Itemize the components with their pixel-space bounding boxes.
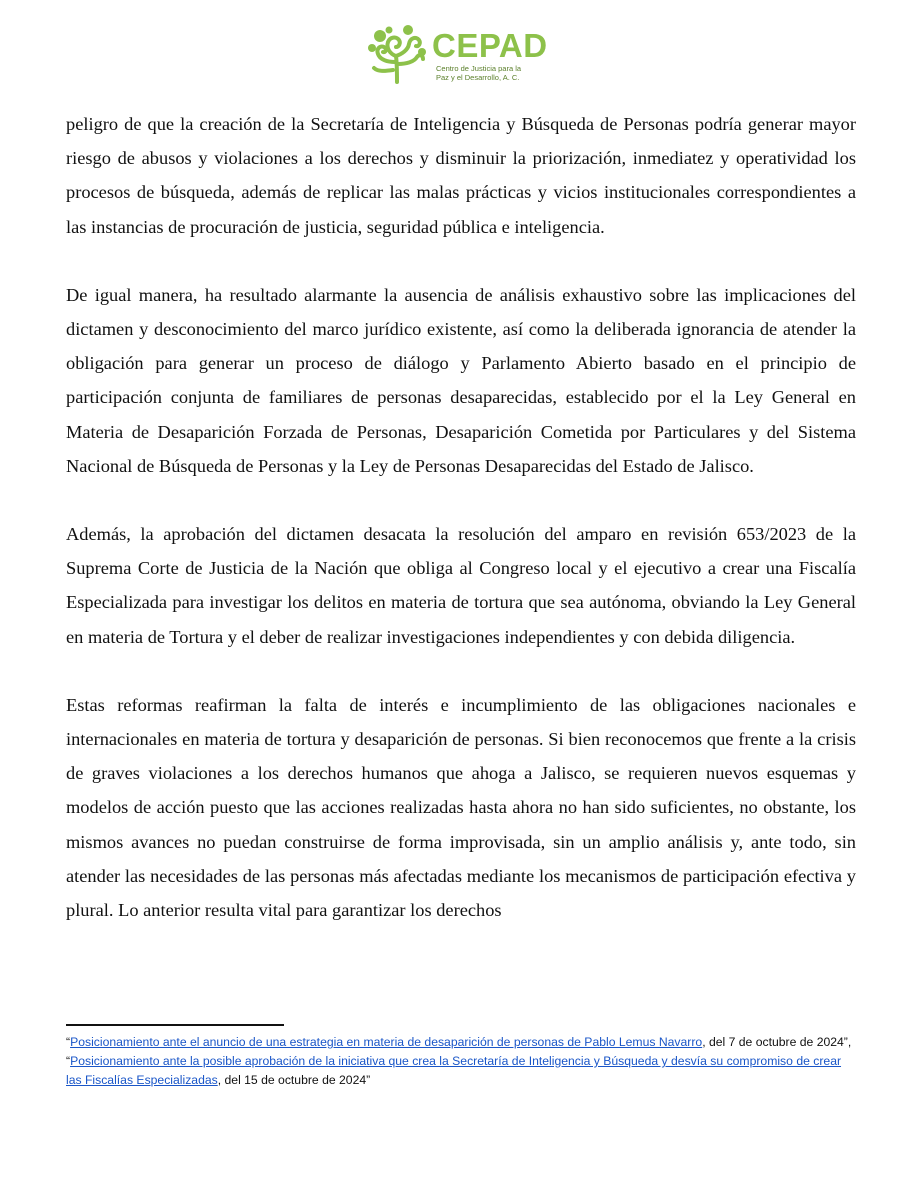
footnote [66, 1033, 856, 1090]
paragraph: Estas reformas reafirman la falta de interés e incumplimiento de las obligaciones nacionales e internacionales en materia de tortura y desaparición de personas. Si bien reconocemos que frente a la crisis de graves violaciones a los derechos humanos que ahoga a Jalisco, se requieren nuevos esquemas y modelos de acción puesto que las acciones realizadas hasta ahora no han sido suficientes, no obstante, los mismos avances no puedan construirse de forma improvisada, sin un amplio análisis y, ante todo, sin atender las necesidades de las personas más afectadas mediante los mecanismos de participación efectiva y plural. Lo anterior resulta vital para garantizar los derechos [66, 694, 856, 921]
cepad-logo [362, 24, 562, 88]
logo-subtitle: Centro de Justicia para la Paz y el Desarrollo, A. C. [436, 64, 522, 82]
footnote-text: , del 15 de octubre de 2024” [217, 1073, 371, 1087]
paragraph: Además, la aprobación del dictamen desacata la resolución del amparo en revisión 653/2023 de la Suprema Corte de Justicia de la Nación que obliga al Congreso local y el ejecutivo a crear una Fiscalía Especializada para investigar los delitos en materia de tortura que sea autónoma, obviando la Ley General en materia de Tortura y el deber de realizar investigaciones independientes y con debida diligencia. [66, 524, 856, 647]
paragraph: peligro de que la creación de la Secretaría de Inteligencia y Búsqueda de Personas podría generar mayor riesgo de abusos y violaciones a los derechos y disminuir la priorización, inmediatez y operatividad los procesos de búsqueda, además de replicar las malas prácticas y vicios institucionales correspondientes a las instancias de procuración de justicia, seguridad pública e inteligencia. [66, 114, 856, 237]
footnote-separator [66, 1024, 284, 1026]
footnote-quote-open: “ [66, 1035, 71, 1049]
logo-name: CEPAD [432, 27, 548, 64]
footnote-link-secretaria[interactable]: Posicionamiento ante la posible aprobación de la iniciativa que crea la Secretaría de Inteligencia y Búsqueda y desvía su compromiso de crear las Fiscalías Especializadas [66, 1054, 842, 1087]
footnote-link-lemus[interactable]: Posicionamiento ante el anuncio de una estrategia en materia de desaparición de personas de Pablo Lemus Navarro [70, 1035, 703, 1049]
footnote-text: , del 7 de octubre de 2024”, “ [66, 1035, 852, 1068]
spiral-tree-icon [366, 24, 428, 86]
paragraph: De igual manera, ha resultado alarmante la ausencia de análisis exhaustivo sobre las implicaciones del dictamen y desconocimiento del marco jurídico existente, así como la deliberada ignorancia de atender la obligación para generar un proceso de diálogo y Parlamento Abierto basado en el principio de participación conjunta de familiares de personas desaparecidas, establecido por el la Ley General en Materia de Desaparición Forzada de Personas, Desaparición Cometida por Particulares y del Sistema Nacional de Búsqueda de Personas y la Ley de Personas Desaparecidas del Estado de Jalisco. [66, 284, 856, 476]
body-text [66, 107, 856, 961]
